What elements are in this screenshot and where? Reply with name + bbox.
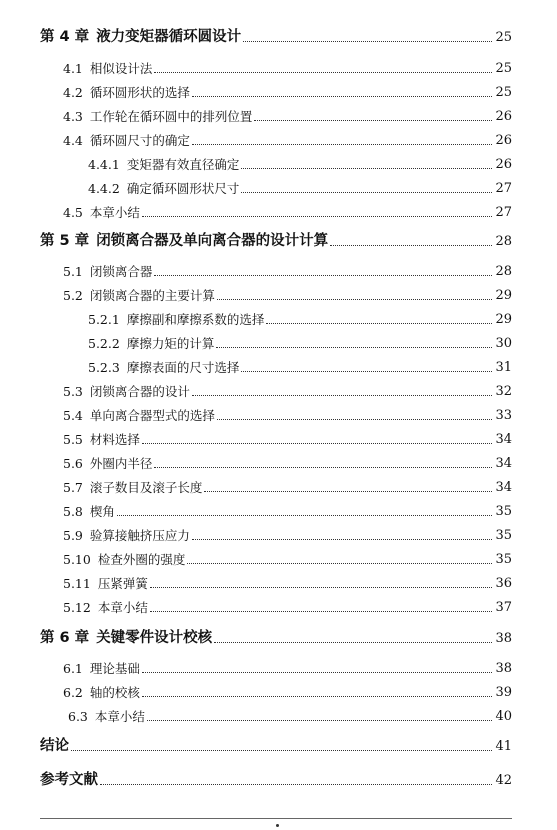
toc-entry-number: 第 4 章 <box>40 28 90 45</box>
toc-entry-label <box>40 631 212 647</box>
toc-entry-number: 4.4 <box>63 132 83 148</box>
toc-entry-label <box>63 60 153 77</box>
toc-dot-leader <box>241 371 492 372</box>
toc-entry-number: 4.5 <box>63 204 83 220</box>
toc-entry-label <box>63 455 153 472</box>
toc-entry-number: 5.7 <box>63 479 83 495</box>
toc-entry-title: 闭锁离合器及单向离合器的设计计算 <box>96 232 329 249</box>
toc-section-entry[interactable] <box>63 379 512 399</box>
toc-subsection-entry[interactable] <box>88 307 512 327</box>
toc-entry-number: 4.4.2 <box>88 180 120 196</box>
toc-entry-title: 液力变矩器循环圆设计 <box>96 28 242 45</box>
toc-entry-title: 相似设计法 <box>89 60 153 76</box>
toc-entry-label <box>63 431 140 448</box>
toc-dot-leader <box>154 275 492 276</box>
toc-entry-label <box>63 407 215 424</box>
toc-page-number: 25 <box>495 85 512 100</box>
toc-section-entry[interactable] <box>63 523 512 543</box>
toc-page-number: 31 <box>495 360 512 375</box>
toc-entry-number: 5.2.1 <box>88 311 120 327</box>
toc-section-entry[interactable] <box>63 499 512 519</box>
toc-section-entry[interactable] <box>63 571 512 591</box>
toc-page-number: 30 <box>495 336 512 351</box>
toc-section-entry[interactable] <box>63 680 512 700</box>
toc-section-entry[interactable] <box>63 200 512 220</box>
toc-chapter-entry[interactable] <box>40 229 512 249</box>
toc-entry-title: 本章小结 <box>94 708 145 724</box>
toc-entry-number: 5.2.3 <box>88 359 120 375</box>
toc-page-number: 33 <box>495 408 512 423</box>
toc-entry-number: 4.3 <box>63 108 83 124</box>
toc-page-number: 29 <box>495 288 512 303</box>
toc-entry-label <box>40 773 98 789</box>
toc-entry-number: 5.5 <box>63 431 83 447</box>
toc-entry-label <box>63 660 140 677</box>
toc-entry-number: 5.9 <box>63 527 83 543</box>
toc-section-entry[interactable] <box>63 80 512 100</box>
toc-entry-number: 6.1 <box>63 660 83 676</box>
toc-dot-leader <box>142 216 493 217</box>
toc-dot-leader <box>243 41 492 42</box>
toc-entry-number: 4.1 <box>63 60 83 76</box>
toc-dot-leader <box>150 611 493 612</box>
toc-entry-title: 闭锁离合器 <box>89 263 153 279</box>
toc-entry-title: 单向离合器型式的选择 <box>89 407 215 423</box>
toc-entry-title: 摩擦表面的尺寸选择 <box>126 359 240 375</box>
toc-subsection-entry[interactable] <box>88 152 512 172</box>
toc-entry-label <box>63 204 140 221</box>
toc-entry-number: 5.6 <box>63 455 83 471</box>
footer-mark <box>276 824 279 827</box>
toc-page-number: 38 <box>495 631 512 646</box>
toc-dot-leader <box>117 515 493 516</box>
toc-entry-title: 变矩器有效直径确定 <box>126 156 240 172</box>
toc-entry-title: 摩擦力矩的计算 <box>126 335 215 351</box>
toc-subsection-entry[interactable] <box>88 176 512 196</box>
toc-page-number: 28 <box>495 264 512 279</box>
toc-entry-number: 5.11 <box>63 575 91 591</box>
toc-entry-title: 关键零件设计校核 <box>96 629 213 646</box>
toc-entry-label <box>63 479 203 496</box>
toc-entry-title: 压紧弹簧 <box>97 575 148 591</box>
toc-entry-label <box>63 84 190 101</box>
toc-entry-number: 6.3 <box>68 708 88 724</box>
toc-entry-title: 理论基础 <box>89 660 140 676</box>
toc-entry-number: 4.2 <box>63 84 83 100</box>
toc-dot-leader <box>214 642 492 643</box>
toc-dot-leader <box>330 245 492 246</box>
toc-page-number: 27 <box>495 181 512 196</box>
toc-entry-number: 4.4.1 <box>88 156 120 172</box>
toc-page-number: 26 <box>495 109 512 124</box>
toc-dot-leader <box>154 72 492 73</box>
toc-page-number: 34 <box>495 456 512 471</box>
toc-dot-leader <box>192 539 493 540</box>
toc-entry-number: 第 5 章 <box>40 232 90 249</box>
toc-page-number: 27 <box>495 205 512 220</box>
toc-page-number: 28 <box>495 234 512 249</box>
toc-dot-leader <box>142 696 493 697</box>
toc-section-entry[interactable] <box>68 704 512 724</box>
toc-entry-label <box>88 156 240 173</box>
toc-entry-label <box>88 180 240 197</box>
toc-entry-label <box>63 108 253 125</box>
toc-page-number: 36 <box>495 576 512 591</box>
toc-dot-leader <box>192 96 493 97</box>
toc-entry-title: 本章小结 <box>89 204 140 220</box>
toc-entry-label <box>63 527 190 544</box>
toc-section-entry[interactable] <box>63 656 512 676</box>
toc-dot-leader <box>241 168 492 169</box>
toc-page-number: 29 <box>495 312 512 327</box>
toc-dot-leader <box>147 720 493 721</box>
toc-page-number: 38 <box>495 661 512 676</box>
toc-dot-leader <box>216 347 492 348</box>
toc-dot-leader <box>192 144 493 145</box>
toc-entry-title: 摩擦副和摩擦系数的选择 <box>126 311 265 327</box>
toc-dot-leader <box>150 587 493 588</box>
toc-dot-leader <box>204 491 492 492</box>
toc-page-number: 34 <box>495 432 512 447</box>
footer-rule <box>40 818 512 819</box>
toc-dot-leader <box>71 750 492 751</box>
toc-dot-leader <box>217 299 493 300</box>
toc-entry-number: 5.12 <box>63 599 91 615</box>
toc-entry-label <box>40 739 69 755</box>
toc-section-entry[interactable] <box>63 595 512 615</box>
toc-dot-leader <box>192 395 493 396</box>
toc-entry-label <box>63 287 215 304</box>
toc-page-number: 37 <box>495 600 512 615</box>
toc-page-number: 35 <box>495 552 512 567</box>
toc-page-number: 34 <box>495 480 512 495</box>
toc-dot-leader <box>154 467 492 468</box>
toc-dot-leader <box>142 672 493 673</box>
toc-entry-title: 闭锁离合器的设计 <box>89 383 190 399</box>
toc-entry-number: 5.2.2 <box>88 335 120 351</box>
toc-dot-leader <box>254 120 492 121</box>
toc-entry-label <box>40 234 328 250</box>
toc-section-entry[interactable] <box>63 56 512 76</box>
toc-section-entry[interactable] <box>63 128 512 148</box>
toc-chapter-entry[interactable] <box>40 25 512 45</box>
toc-page-number: 35 <box>495 528 512 543</box>
toc-entry-label <box>88 359 240 376</box>
toc-entry-title: 循环圆尺寸的确定 <box>89 132 190 148</box>
toc-entry-title: 楔角 <box>89 503 115 519</box>
toc-entry-number: 5.10 <box>63 551 91 567</box>
toc-dot-leader <box>266 323 492 324</box>
toc-entry-title: 结论 <box>40 737 69 754</box>
toc-chapter-entry[interactable] <box>40 734 512 754</box>
toc-page-number: 32 <box>495 384 512 399</box>
toc-page-number: 41 <box>495 739 512 754</box>
toc-entry-number: 第 6 章 <box>40 629 90 646</box>
toc-dot-leader <box>241 192 492 193</box>
toc-entry-label <box>63 383 190 400</box>
toc-entry-label <box>68 708 145 725</box>
toc-section-entry[interactable] <box>63 427 512 447</box>
toc-section-entry[interactable] <box>63 451 512 471</box>
toc-entry-number: 6.2 <box>63 684 83 700</box>
toc-entry-title: 参考文献 <box>40 771 98 788</box>
toc-chapter-entry[interactable] <box>40 626 512 646</box>
toc-section-entry[interactable] <box>63 547 512 567</box>
toc-entry-title: 确定循环圆形状尺寸 <box>126 180 240 196</box>
toc-page-number: 35 <box>495 504 512 519</box>
toc-entry-title: 滚子数目及滚子长度 <box>89 479 203 495</box>
toc-chapter-entry[interactable] <box>40 768 512 788</box>
toc-page-number: 25 <box>495 30 512 45</box>
toc-section-entry[interactable] <box>63 475 512 495</box>
toc-entry-number: 5.1 <box>63 263 83 279</box>
toc-entry-title: 检查外圈的强度 <box>97 551 186 567</box>
toc-entry-title: 验算接触挤压应力 <box>89 527 190 543</box>
toc-subsection-entry[interactable] <box>88 331 512 351</box>
toc-entry-label <box>88 311 265 328</box>
toc-entry-label <box>63 263 153 280</box>
toc-section-entry[interactable] <box>63 259 512 279</box>
toc-entry-label <box>63 503 115 520</box>
toc-dot-leader <box>187 563 492 564</box>
toc-dot-leader <box>100 784 492 785</box>
toc-entry-number: 5.8 <box>63 503 83 519</box>
toc-entry-title: 闭锁离合器的主要计算 <box>89 287 215 303</box>
toc-entry-title: 工作轮在循环圆中的排列位置 <box>89 108 253 124</box>
toc-subsection-entry[interactable] <box>88 355 512 375</box>
toc-entry-title: 材料选择 <box>89 431 140 447</box>
toc-entry-title: 轴的校核 <box>89 684 140 700</box>
toc-section-entry[interactable] <box>63 283 512 303</box>
toc-page-number: 42 <box>495 773 512 788</box>
toc-entry-number: 5.2 <box>63 287 83 303</box>
toc-page-number: 40 <box>495 709 512 724</box>
toc-entry-label <box>63 132 190 149</box>
toc-section-entry[interactable] <box>63 104 512 124</box>
toc-page-number: 26 <box>495 133 512 148</box>
toc-entry-label <box>63 599 148 616</box>
toc-entry-label <box>63 575 148 592</box>
toc-page-number: 39 <box>495 685 512 700</box>
toc-entry-number: 5.3 <box>63 383 83 399</box>
toc-entry-label <box>40 30 241 46</box>
toc-entry-title: 循环圆形状的选择 <box>89 84 190 100</box>
toc-entry-title: 外圈内半径 <box>89 455 153 471</box>
toc-entry-label <box>63 684 140 701</box>
toc-dot-leader <box>217 419 493 420</box>
toc-section-entry[interactable] <box>63 403 512 423</box>
toc-page-number: 26 <box>495 157 512 172</box>
toc-page-number: 25 <box>495 61 512 76</box>
toc-entry-label <box>63 551 186 568</box>
toc-entry-number: 5.4 <box>63 407 83 423</box>
toc-entry-title: 本章小结 <box>97 599 148 615</box>
toc-dot-leader <box>142 443 493 444</box>
toc-entry-label <box>88 335 215 352</box>
